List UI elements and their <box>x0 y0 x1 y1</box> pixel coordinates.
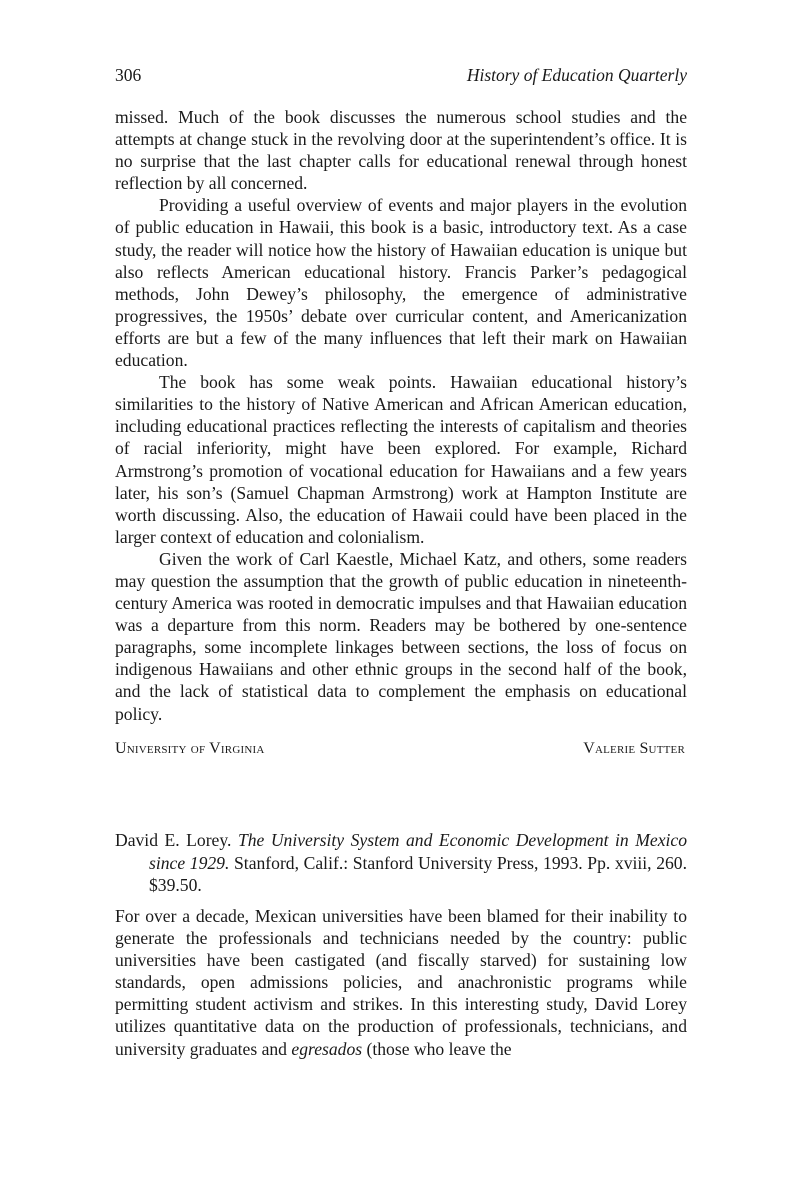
reviewer-affiliation: University of Virginia <box>115 740 265 757</box>
reviewer-name: Valerie Sutter <box>583 740 685 757</box>
second-review-body <box>115 905 687 1060</box>
review-text-end: (those who leave the <box>366 1038 512 1059</box>
review-body <box>115 106 687 725</box>
citation-author: David E. Lorey. <box>115 830 232 850</box>
paragraph-3: The book has some weak points. Hawaiian educational history’s similarities to the history of Native American and African American education, including educational practices reflecting the interests of capitalism and theories of racial inferiority, might have been explored. For example, Richard Armstrong’s promotion of vocational education for Hawaiians and a few years later, his son’s (Samuel Chapman Armstrong) work at Hampton Institute are worth discussing. Also, the education of Hawaii could have been placed in the larger context of education and colonialism. <box>115 372 687 547</box>
paragraph-1: missed. Much of the book discusses the numerous school studies and the attempts at change stuck in the revolving door at the superintendent’s office. It is no surprise that the last chapter calls for educational renewal through honest reflection by all concerned. <box>115 107 687 194</box>
review-italic-term: egresados <box>291 1038 363 1059</box>
review-text-start: For over a decade, Mexican universities have been blamed for their inability to generate the professionals and technicians needed by the country: public universities have been castigated (and fiscally starved) for sustaining low standards, open admissions policies, and anachronistic programs while permitting student activism and strikes. In this interesting study, David Lorey utilizes quantitative data on the production of professionals, technicians, and university graduates and <box>115 906 687 1059</box>
paragraph-2: Providing a useful overview of events and major players in the evolution of public education in Hawaii, this book is a basic, introductory text. As a case study, the reader will notice how the history of Hawaiian education is unique but also reflects American educational history. Francis Parker’s pedagogical methods, John Dewey’s philosophy, the emergence of administrative progressives, the 1950s’ debate over curricular content, and Americanization efforts are but a few of the many influences that left their mark on Hawaiian education. <box>115 195 687 371</box>
citation-publication: Stanford, Calif.: Stanford University Press, 1993. Pp. xviii, 260. $39.50. <box>149 852 687 896</box>
book-citation <box>115 829 687 897</box>
paragraph-4: Given the work of Carl Kaestle, Michael Katz, and others, some readers may question the assumption that the growth of public education in nineteenth-century America was rooted in democratic impulses and that Hawaiian education was a departure from this norm. Readers may be bothered by one-sentence paragraphs, some incomplete linkages between sections, the loss of focus on indigenous Hawaiians and other ethnic groups in the second half of the book, and the lack of statistical data to complement the emphasis on educational policy. <box>115 548 687 724</box>
second-review-paragraph <box>115 905 687 1060</box>
citation-title: The University System and Economic Development in Mexico since 1929. <box>149 830 687 873</box>
journal-title: History of Education Quarterly <box>466 65 687 85</box>
page-number: 306 <box>115 65 142 85</box>
